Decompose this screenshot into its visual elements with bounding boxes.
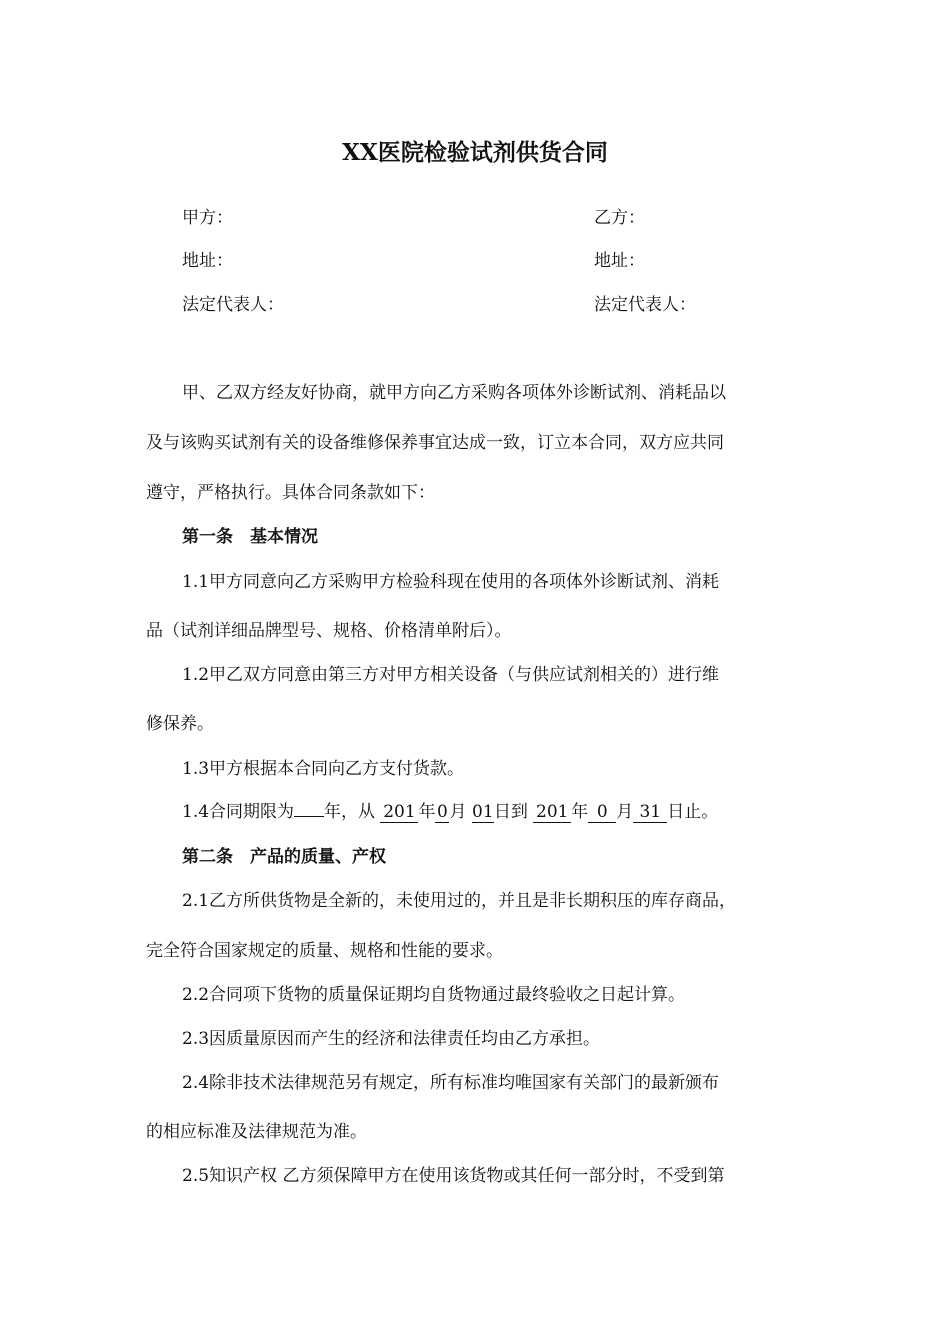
party-a-label: 甲方：	[182, 208, 233, 228]
party-b-address-label: 地址：	[594, 251, 645, 271]
clause-1-4-text-3: 月	[449, 802, 472, 822]
clause-2-1-line-1: 2.1乙方所供货物是全新的，未使用过的，并且是非长期积压的库存商品，	[182, 891, 737, 911]
party-a-representative-label: 法定代表人：	[182, 295, 284, 315]
clause-2-5-line-1: 2.5知识产权 乙方须保障甲方在使用该货物或其任何一部分时，不受到第	[182, 1166, 725, 1186]
clause-1-4-text-7: 日止。	[667, 802, 719, 822]
clause-1-4-text-2: 年	[418, 802, 436, 822]
clause-1-2-line-2: 修保养。	[146, 714, 214, 734]
clause-1-4-text-5: 年	[571, 802, 589, 822]
clause-1-4-text-1: 年，从	[324, 802, 381, 822]
clause-1-4-prefix: 1.4合同期限为	[182, 802, 295, 822]
clause-2-4-line-1: 2.4除非技术法律规范另有规定，所有标准均唯国家有关部门的最新颁布	[182, 1073, 720, 1093]
article-2-heading: 第二条 产品的质量、产权	[182, 847, 386, 867]
end-month: 0	[588, 803, 616, 823]
clause-2-3: 2.3因质量原因而产生的经济和法律责任均由乙方承担。	[182, 1029, 601, 1049]
end-year: 201	[533, 803, 571, 823]
party-b-label: 乙方：	[594, 208, 645, 228]
start-day: 01	[472, 802, 494, 822]
clause-1-2-line-1: 1.2甲乙双方同意由第三方对甲方相关设备（与供应试剂相关的）进行维	[182, 665, 720, 685]
intro-line-2: 及与该购买试剂有关的设备维修保养事宜达成一致，订立本合同，双方应共同	[146, 433, 724, 453]
clause-1-1-line-1: 1.1甲方同意向乙方采购甲方检验科现在使用的各项体外诊断试剂、消耗	[182, 572, 720, 592]
clause-1-4	[182, 797, 718, 823]
intro-line-3: 遵守，严格执行。具体合同条款如下：	[146, 483, 435, 503]
intro-line-1: 甲、乙双方经友好协商，就甲方向乙方采购各项体外诊断试剂、消耗品以	[182, 383, 726, 403]
contract-years-blank	[294, 816, 324, 817]
clause-2-1-line-2: 完全符合国家规定的质量、规格和性能的要求。	[146, 941, 503, 961]
contract-title: XX医院检验试剂供货合同	[342, 139, 608, 166]
start-month: 0	[437, 802, 448, 822]
clause-2-4-line-2: 的相应标准及法律规范为准。	[146, 1122, 367, 1142]
clause-1-3: 1.3甲方根据本合同向乙方支付货款。	[182, 759, 465, 779]
clause-1-4-text-4: 日到	[493, 802, 534, 822]
article-1-heading: 第一条 基本情况	[182, 527, 318, 547]
start-year: 201	[380, 803, 418, 823]
clause-2-2: 2.2合同项下货物的质量保证期均自货物通过最终验收之日起计算。	[182, 985, 686, 1005]
party-b-representative-label: 法定代表人：	[594, 295, 696, 315]
party-a-address-label: 地址：	[182, 251, 233, 271]
end-day: 31	[633, 803, 667, 823]
clause-1-4-text-6: 月	[616, 802, 634, 822]
clause-1-1-line-2: 品（试剂详细品牌型号、规格、价格清单附后）。	[146, 621, 512, 641]
